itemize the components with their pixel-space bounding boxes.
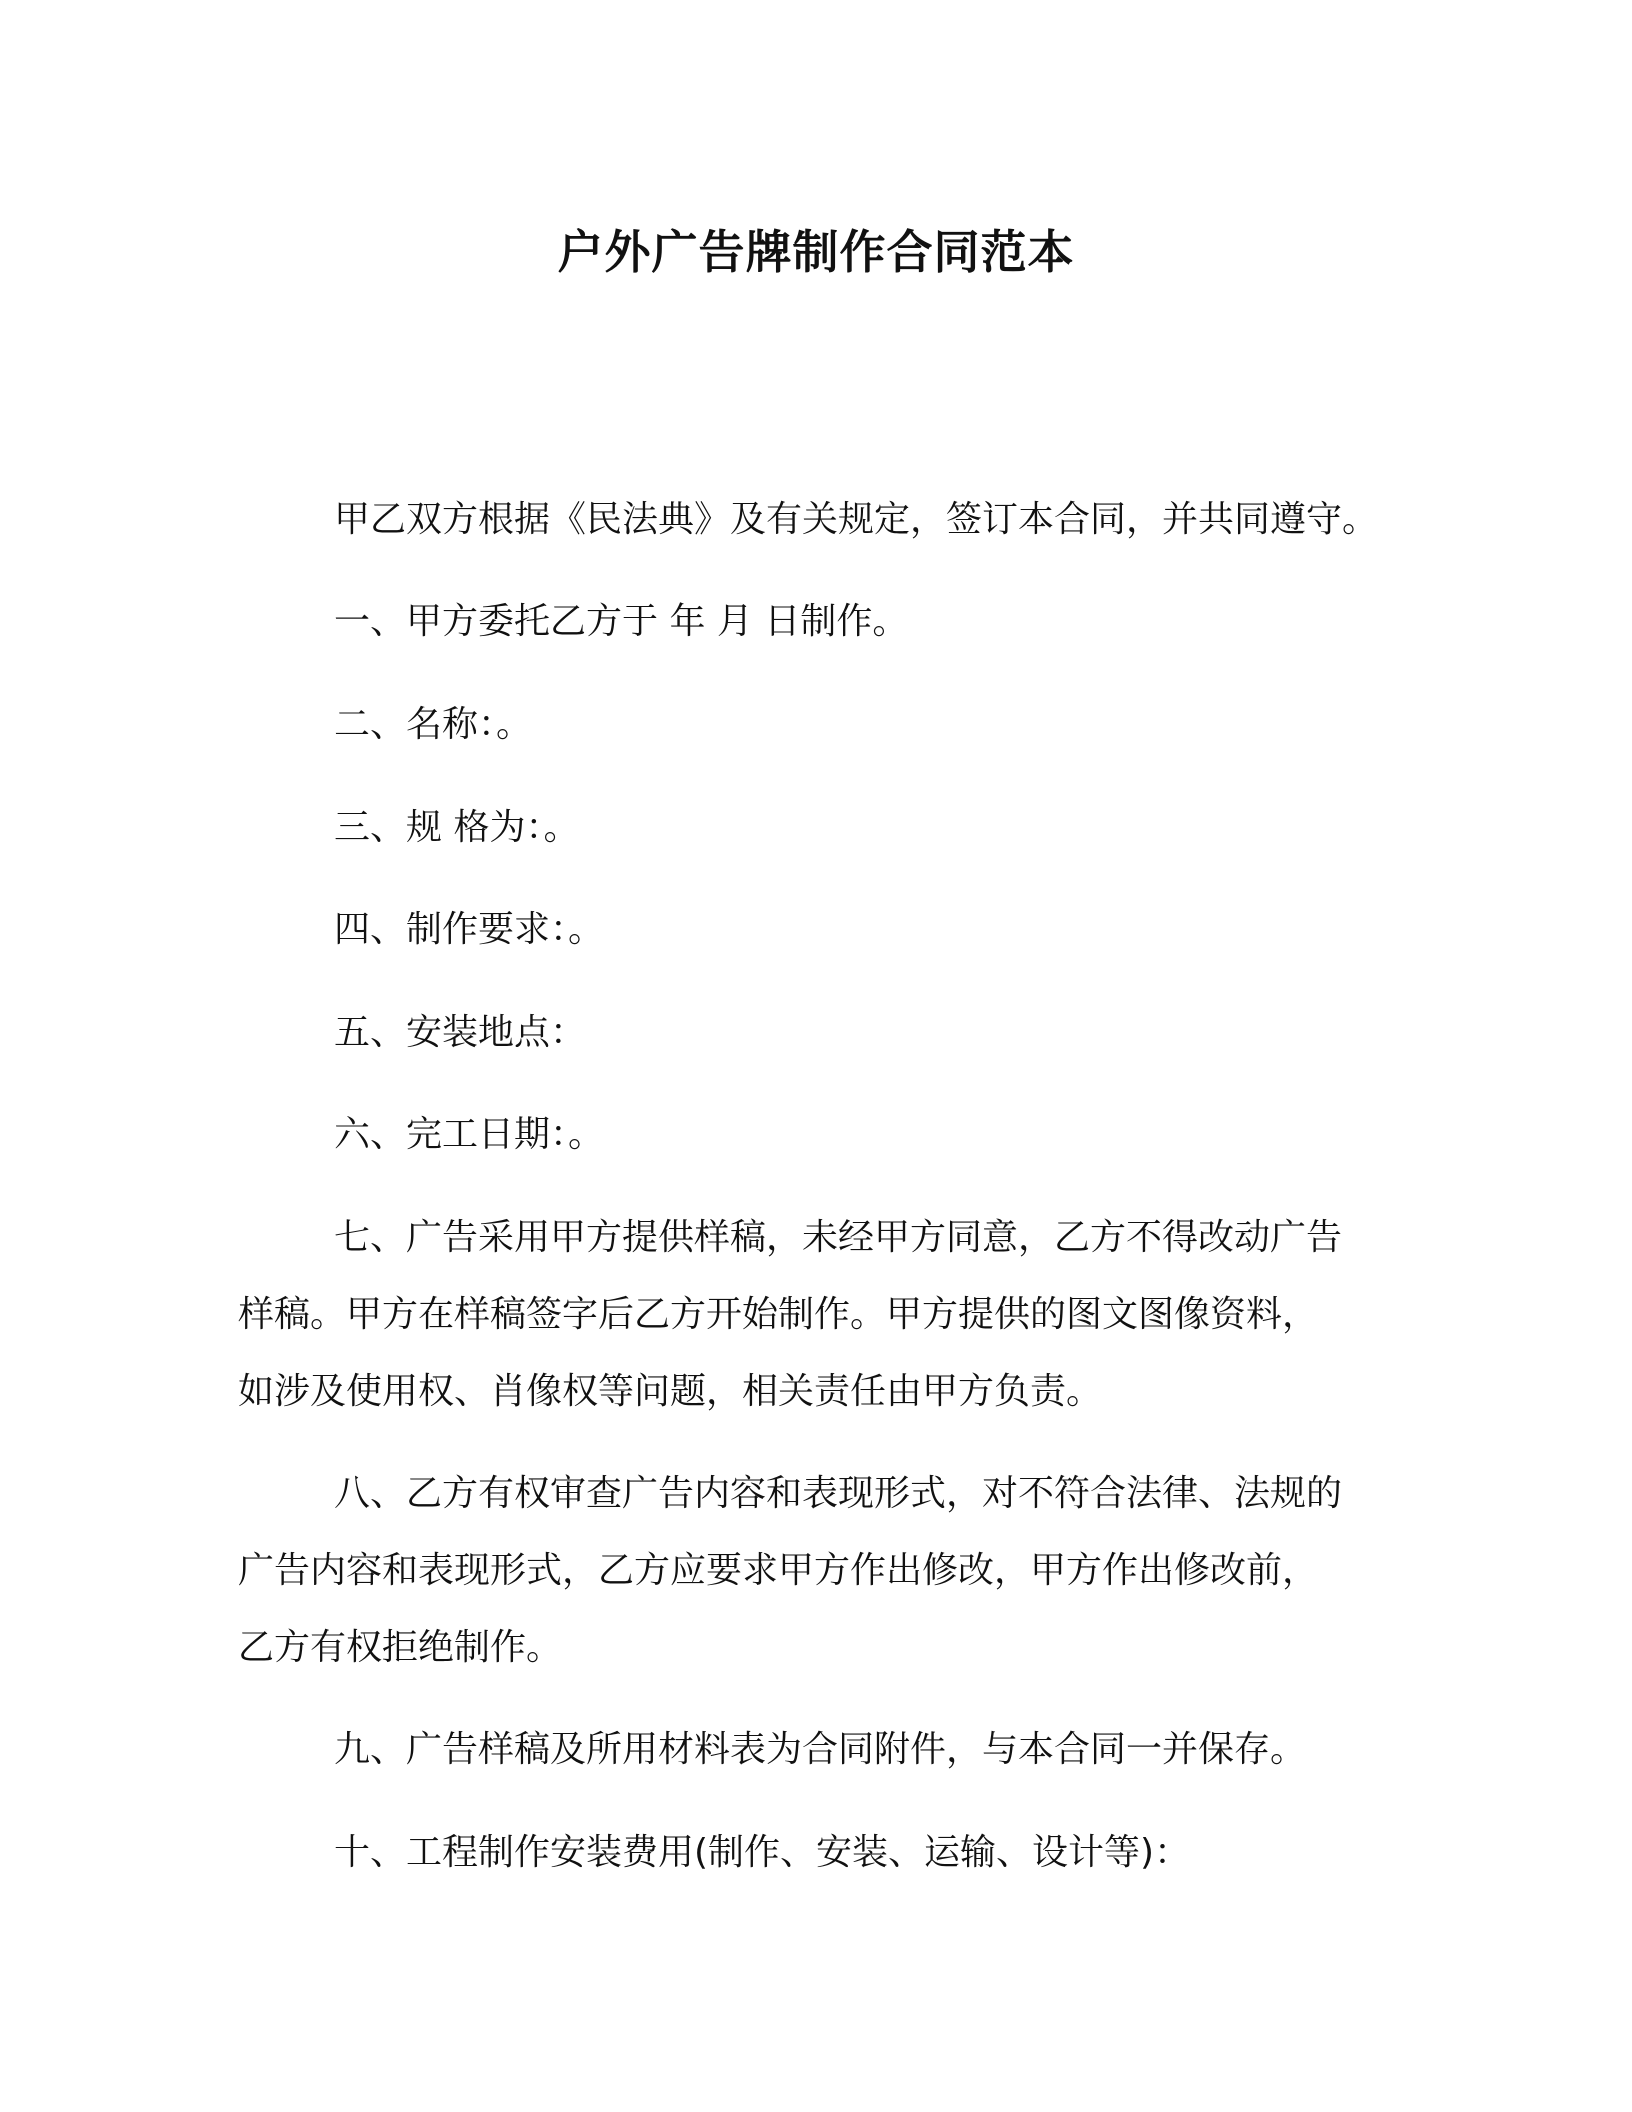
clause-8-line: 广告内容和表现形式，乙方应要求甲方作出修改，甲方作出修改前， bbox=[238, 1550, 1319, 1591]
clause-9: 九、广告样稿及所用材料表为合同附件，与本合同一并保存。 bbox=[334, 1729, 1307, 1770]
clause-2: 二、名称：。 bbox=[334, 704, 533, 745]
clause-8 bbox=[238, 1469, 1388, 1673]
clause-1: 一、甲方委托乙方于 年 月 日制作。 bbox=[334, 601, 909, 642]
clause-7 bbox=[238, 1213, 1388, 1417]
clause-8-line: 八、乙方有权审查广告内容和表现形式，对不符合法律、法规的 bbox=[334, 1473, 1343, 1514]
clause-6: 六、完工日期：。 bbox=[334, 1114, 605, 1155]
clause-7-line: 样稿。甲方在样稿签字后乙方开始制作。甲方提供的图文图像资料， bbox=[238, 1294, 1319, 1335]
clause-7-line: 如涉及使用权、肖像权等问题，相关责任由甲方负责。 bbox=[238, 1371, 1103, 1412]
clause-3: 三、规 格为：。 bbox=[334, 807, 580, 848]
clause-8-line: 乙方有权拒绝制作。 bbox=[238, 1627, 563, 1668]
clause-10: 十、工程制作安装费用(制作、安装、运输、设计等)： bbox=[334, 1832, 1191, 1873]
intro-paragraph: 甲乙双方根据《民法典》及有关规定，签订本合同，并共同遵守。 bbox=[334, 499, 1379, 540]
document-title: 户外广告牌制作合同范本 bbox=[557, 225, 1075, 279]
clause-5: 五、安装地点： bbox=[334, 1012, 587, 1053]
clause-4: 四、制作要求：。 bbox=[334, 909, 605, 950]
clause-7-line: 七、广告采用甲方提供样稿，未经甲方同意，乙方不得改动广告 bbox=[334, 1217, 1343, 1258]
